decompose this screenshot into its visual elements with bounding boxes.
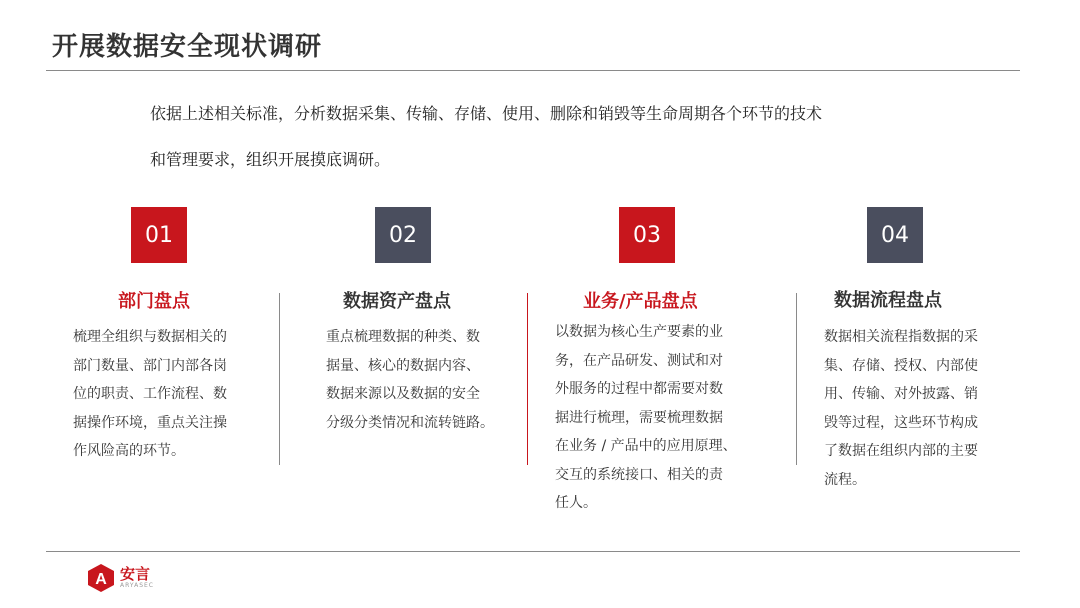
logo-mark-letter: A xyxy=(95,571,107,588)
page-title: 开展数据安全现状调研 xyxy=(52,32,323,62)
body-line: 作风险高的环节。 xyxy=(73,443,185,459)
logo-hexagon-icon xyxy=(86,563,116,593)
body-line: 位的职责、工作流程、数 xyxy=(73,386,227,402)
body-line: 据操作环境，重点关注操 xyxy=(73,414,227,431)
step-number-03: 03 xyxy=(619,207,675,263)
column-divider-1 xyxy=(279,293,280,465)
body-line: 数据来源以及数据的安全 xyxy=(326,386,480,402)
column-heading-business-product: 业务/产品盘点 xyxy=(583,291,698,312)
body-line: 用、传输、对外披露、销 xyxy=(824,386,978,402)
step-number-01: 01 xyxy=(131,207,187,263)
company-logo xyxy=(86,563,154,593)
column-divider-2 xyxy=(527,293,528,465)
logo-text xyxy=(120,566,154,590)
column-heading-data-assets: 数据资产盘点 xyxy=(343,291,451,312)
column-heading-department: 部门盘点 xyxy=(118,291,190,312)
body-line: 部门数量、部门内部各岗 xyxy=(73,357,227,374)
column-heading-data-flow: 数据流程盘点 xyxy=(834,290,942,311)
column-body-business-product xyxy=(555,318,770,518)
column-body-department xyxy=(73,323,263,466)
column-body-data-assets xyxy=(326,323,526,437)
body-line: 务，在产品研发、测试和对 xyxy=(555,352,723,369)
intro-line-1: 依据上述相关标准，分析数据采集、传输、存储、使用、删除和销毁等生命周期各个环节的技术 xyxy=(150,104,823,123)
body-line: 重点梳理数据的种类、数 xyxy=(326,329,480,345)
body-line: 据进行梳理，需要梳理数据 xyxy=(555,409,723,426)
body-line: 集、存储、授权、内部使 xyxy=(824,357,978,374)
intro-line-2: 和管理要求，组织开展摸底调研。 xyxy=(150,150,391,169)
body-line: 以数据为核心生产要素的业 xyxy=(555,324,723,340)
body-line: 在业务 / 产品中的应用原理、 xyxy=(555,438,737,454)
body-line: 了数据在组织内部的主要 xyxy=(824,443,978,459)
column-divider-3 xyxy=(796,293,797,465)
body-line: 外服务的过程中都需要对数 xyxy=(555,381,723,397)
body-line: 毁等过程，这些环节构成 xyxy=(824,414,978,431)
body-line: 流程。 xyxy=(824,471,866,488)
body-line: 数据相关流程指数据的采 xyxy=(824,329,978,345)
body-line: 任人。 xyxy=(555,495,597,511)
intro-paragraph xyxy=(150,91,950,183)
body-line: 交互的系统接口、相关的责 xyxy=(555,466,723,483)
step-number-04: 04 xyxy=(867,207,923,263)
logo-name-cn: 安言 xyxy=(120,565,151,583)
top-divider xyxy=(46,70,1020,71)
body-line: 梳理全组织与数据相关的 xyxy=(73,329,227,345)
body-line: 据量、核心的数据内容、 xyxy=(326,357,480,374)
logo-name-en: ARYASEC xyxy=(120,582,154,589)
column-body-data-flow xyxy=(824,323,1014,494)
step-number-02: 02 xyxy=(375,207,431,263)
bottom-divider xyxy=(46,551,1020,552)
body-line: 分级分类情况和流转链路。 xyxy=(326,414,494,431)
